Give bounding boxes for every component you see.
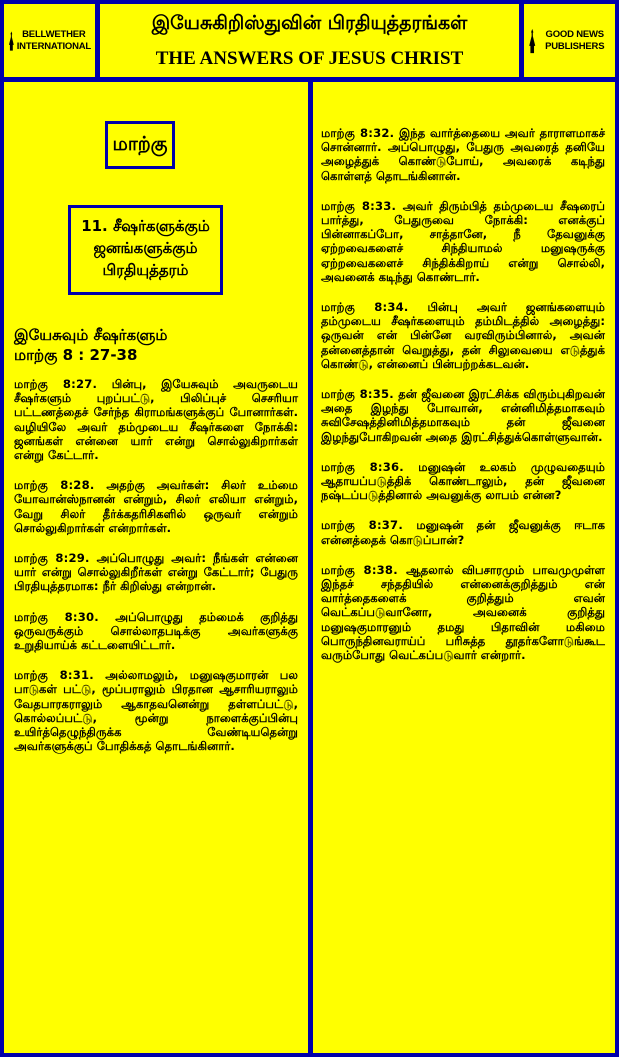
chapter-number: 11. — [81, 217, 108, 235]
passage-text: ஆதலால் விபசாரமும் பாவமுமுள்ள இந்தச் சந்ததியில் என்னைக்குறித்தும் என் வார்த்தைகளைக் குறித்தும் எவன் வெட்கப்படுவானோ, அவனைக் குறித்து மனுஷகுமாரனும் தமது பிதாவின் மகிமை பொருந்தினவராய்ப் பரிசுத்த தூதர்களோடுங்கூட வரும்போது வெட்கப்படுவார் என்றார். — [321, 562, 606, 663]
left-column — [4, 82, 308, 1053]
passage-text: அவர் திரும்பித் தம்முடைய சீஷரைப் பார்த்து, பேதுருவை நோக்கி: எனக்குப் பின்னாகப்போ, சாத்தானே, நீ தேவனுக்கு ஏற்றவைகளைச் சிந்தியாமல் மனுஷருக்கு ஏற்றவைகளைச் சிந்திக்கிறாய் என்று சொல்லி, அவனைக் கடிந்து கொண்டார். — [321, 198, 605, 284]
passage-ref: மாற்கு 8:28. — [14, 478, 95, 493]
passage-ref: மாற்கு 8:38. — [321, 562, 398, 577]
passage-ref: மாற்கு 8:32. — [321, 126, 395, 140]
passage — [321, 300, 605, 371]
right-column — [313, 82, 615, 1053]
passage — [321, 563, 605, 662]
passage-ref: மாற்கு 8:27. — [14, 377, 98, 391]
chapter-title-line2: ஜனங்களுக்கும் — [93, 239, 198, 257]
logo-left-text: BELLWETHER INTERNATIONAL — [16, 28, 92, 52]
subtitle-line1: இயேசுவும் சீஷர்களும் — [14, 326, 168, 344]
passage — [14, 478, 298, 535]
passage-ref: மாற்கு 8:31. — [14, 668, 94, 683]
passage-text: அல்லாமலும், மனுஷகுமாரன் பல பாடுகள் பட்டு, மூப்பராலும் பிரதான ஆசாரியராலும் வேதபாரகராலும் ஆகாதவனென்று தள்ளப்பட்டு, கொல்லப்பட்டு, மூன்று நாளைக்குப்பின்பு உயிர்த்தெழுந்திருக்க வேண்டியதென்று அவர்களுக்குப் போதிக்கத் தொடங்கினார். — [14, 668, 298, 754]
section-subtitle — [14, 325, 167, 365]
right-passages — [321, 126, 605, 678]
logo-right — [524, 4, 615, 77]
passage-text: அப்பொழுது அவர்: நீங்கள் என்னை யார் என்று சொல்லுகிறீர்கள் என்று கேட்டார்; பேதுரு பிரதியுத்தரமாக: நீர் கிறிஸ்து என்றான். — [14, 551, 298, 594]
passage-text: மனுஷன் தன் ஜீவனுக்கு ஈடாக என்னத்தைக் கொடுப்பான்? — [321, 518, 605, 547]
passage-ref: மாற்கு 8:33. — [321, 198, 397, 213]
header-title-english: THE ANSWERS OF JESUS CHRIST — [155, 48, 464, 69]
passage-text: பின்பு அவர் ஜனங்களையும் தம்முடைய சீஷர்களையும் தம்மிடத்தில் அழைத்து: ஒருவன் என் பின்னே வரவிரும்பினால், அவன் தன்னைத்தான் வெறுத்து, தன் சிலுவையை எடுத்துக் கொண்டு, என்னைப் பின்பற்றக்கடவன். — [321, 300, 605, 371]
passage-text: மனுஷன் உலகம் முழுவதையும் ஆதாயப்படுத்திக் கொண்டாலும், தன் ஜீவனை நஷ்டப்படுத்தினால் அவனுக்கு லாபம் என்ன? — [321, 459, 605, 503]
chapter-title-line3: பிரதியுத்தரம் — [102, 261, 189, 279]
chapter-title-box — [68, 205, 223, 295]
book-title: மாற்கு — [105, 121, 175, 169]
passage-ref: மாற்கு 8:29. — [14, 551, 90, 566]
publisher-figure-icon — [528, 19, 536, 63]
left-passages — [14, 377, 298, 769]
chapter-title-line1 — [71, 215, 220, 237]
subtitle-line2: மாற்கு 8 : 27-38 — [14, 346, 138, 364]
passage — [321, 387, 605, 444]
passage-text: பின்பு, இயேசுவும் அவருடைய சீஷர்களும் புறப்பட்டு, பிலிப்புச் செசரியா பட்டணத்தைச் சேர்ந்த கிராமங்களுக்குப் போனார்கள். வழியிலே அவர் தம்முடைய சீஷர்களை நோக்கி: ஜனங்கள் என்னை யார் என்று சொல்லுகிறார்கள் என்று கேட்டார். — [14, 377, 298, 463]
passage-ref: மாற்கு 8:30. — [14, 609, 99, 624]
passage-ref: மாற்கு 8:34. — [321, 300, 409, 315]
passage — [321, 199, 605, 284]
passage — [321, 460, 605, 503]
passage-ref: மாற்கு 8:35. — [321, 387, 394, 402]
chapter-title-word1: சீஷர்களுக்கும் — [113, 217, 210, 235]
passage — [321, 126, 605, 183]
passage-ref: மாற்கு 8:37. — [321, 518, 403, 533]
passage — [321, 518, 605, 546]
header-title-tamil: இயேசுகிறிஸ்துவின் பிரதியுத்தரங்கள் — [151, 12, 468, 34]
logo-right-text: GOOD NEWS PUBLISHERS — [545, 28, 605, 52]
passage-text: அப்பொழுது தம்மைக் குறித்து ஒருவருக்கும் சொல்லாதபடிக்கு அவர்களுக்கு உறுதியாய்க் கட்டளையிட்டார். — [14, 609, 298, 653]
passage — [14, 377, 298, 462]
passage-text: அதற்கு அவர்கள்: சிலர் உம்மை யோவான்ஸ்நானன் என்றும், சிலர் எலியா என்றும், வேறு சிலர் தீர்க்கதரிசிகளில் ஒருவர் என்றும் சொல்லுகிறார்கள் என்றார்கள். — [14, 478, 298, 535]
page-header — [100, 4, 519, 77]
passage — [14, 610, 298, 653]
bellwether-figure-icon — [8, 19, 15, 63]
passage-text: தன் ஜீவனை இரட்சிக்க விரும்புகிறவன் அதை இழந்து போவான், என்னிமித்தமாகவும் சுவிசேஷத்தினிமித்தமாகவும் தன் ஜீவனை இழந்துபோகிறவன் அதை இரட்சித்துக்கொள்ளுவான். — [321, 387, 606, 444]
passage-text: இந்த வார்த்தையை அவர் தாராளமாகச் சொன்னார். அப்பொழுது, பேதுரு அவரைத் தனியே அழைத்துக் கொண்டுபோய், அவரைக் கடிந்து கொள்ளத் தொடங்கினான். — [321, 126, 605, 183]
passage — [14, 668, 298, 753]
logo-left — [4, 4, 95, 77]
passage-ref: மாற்கு 8:36. — [321, 459, 404, 474]
passage — [14, 551, 298, 594]
